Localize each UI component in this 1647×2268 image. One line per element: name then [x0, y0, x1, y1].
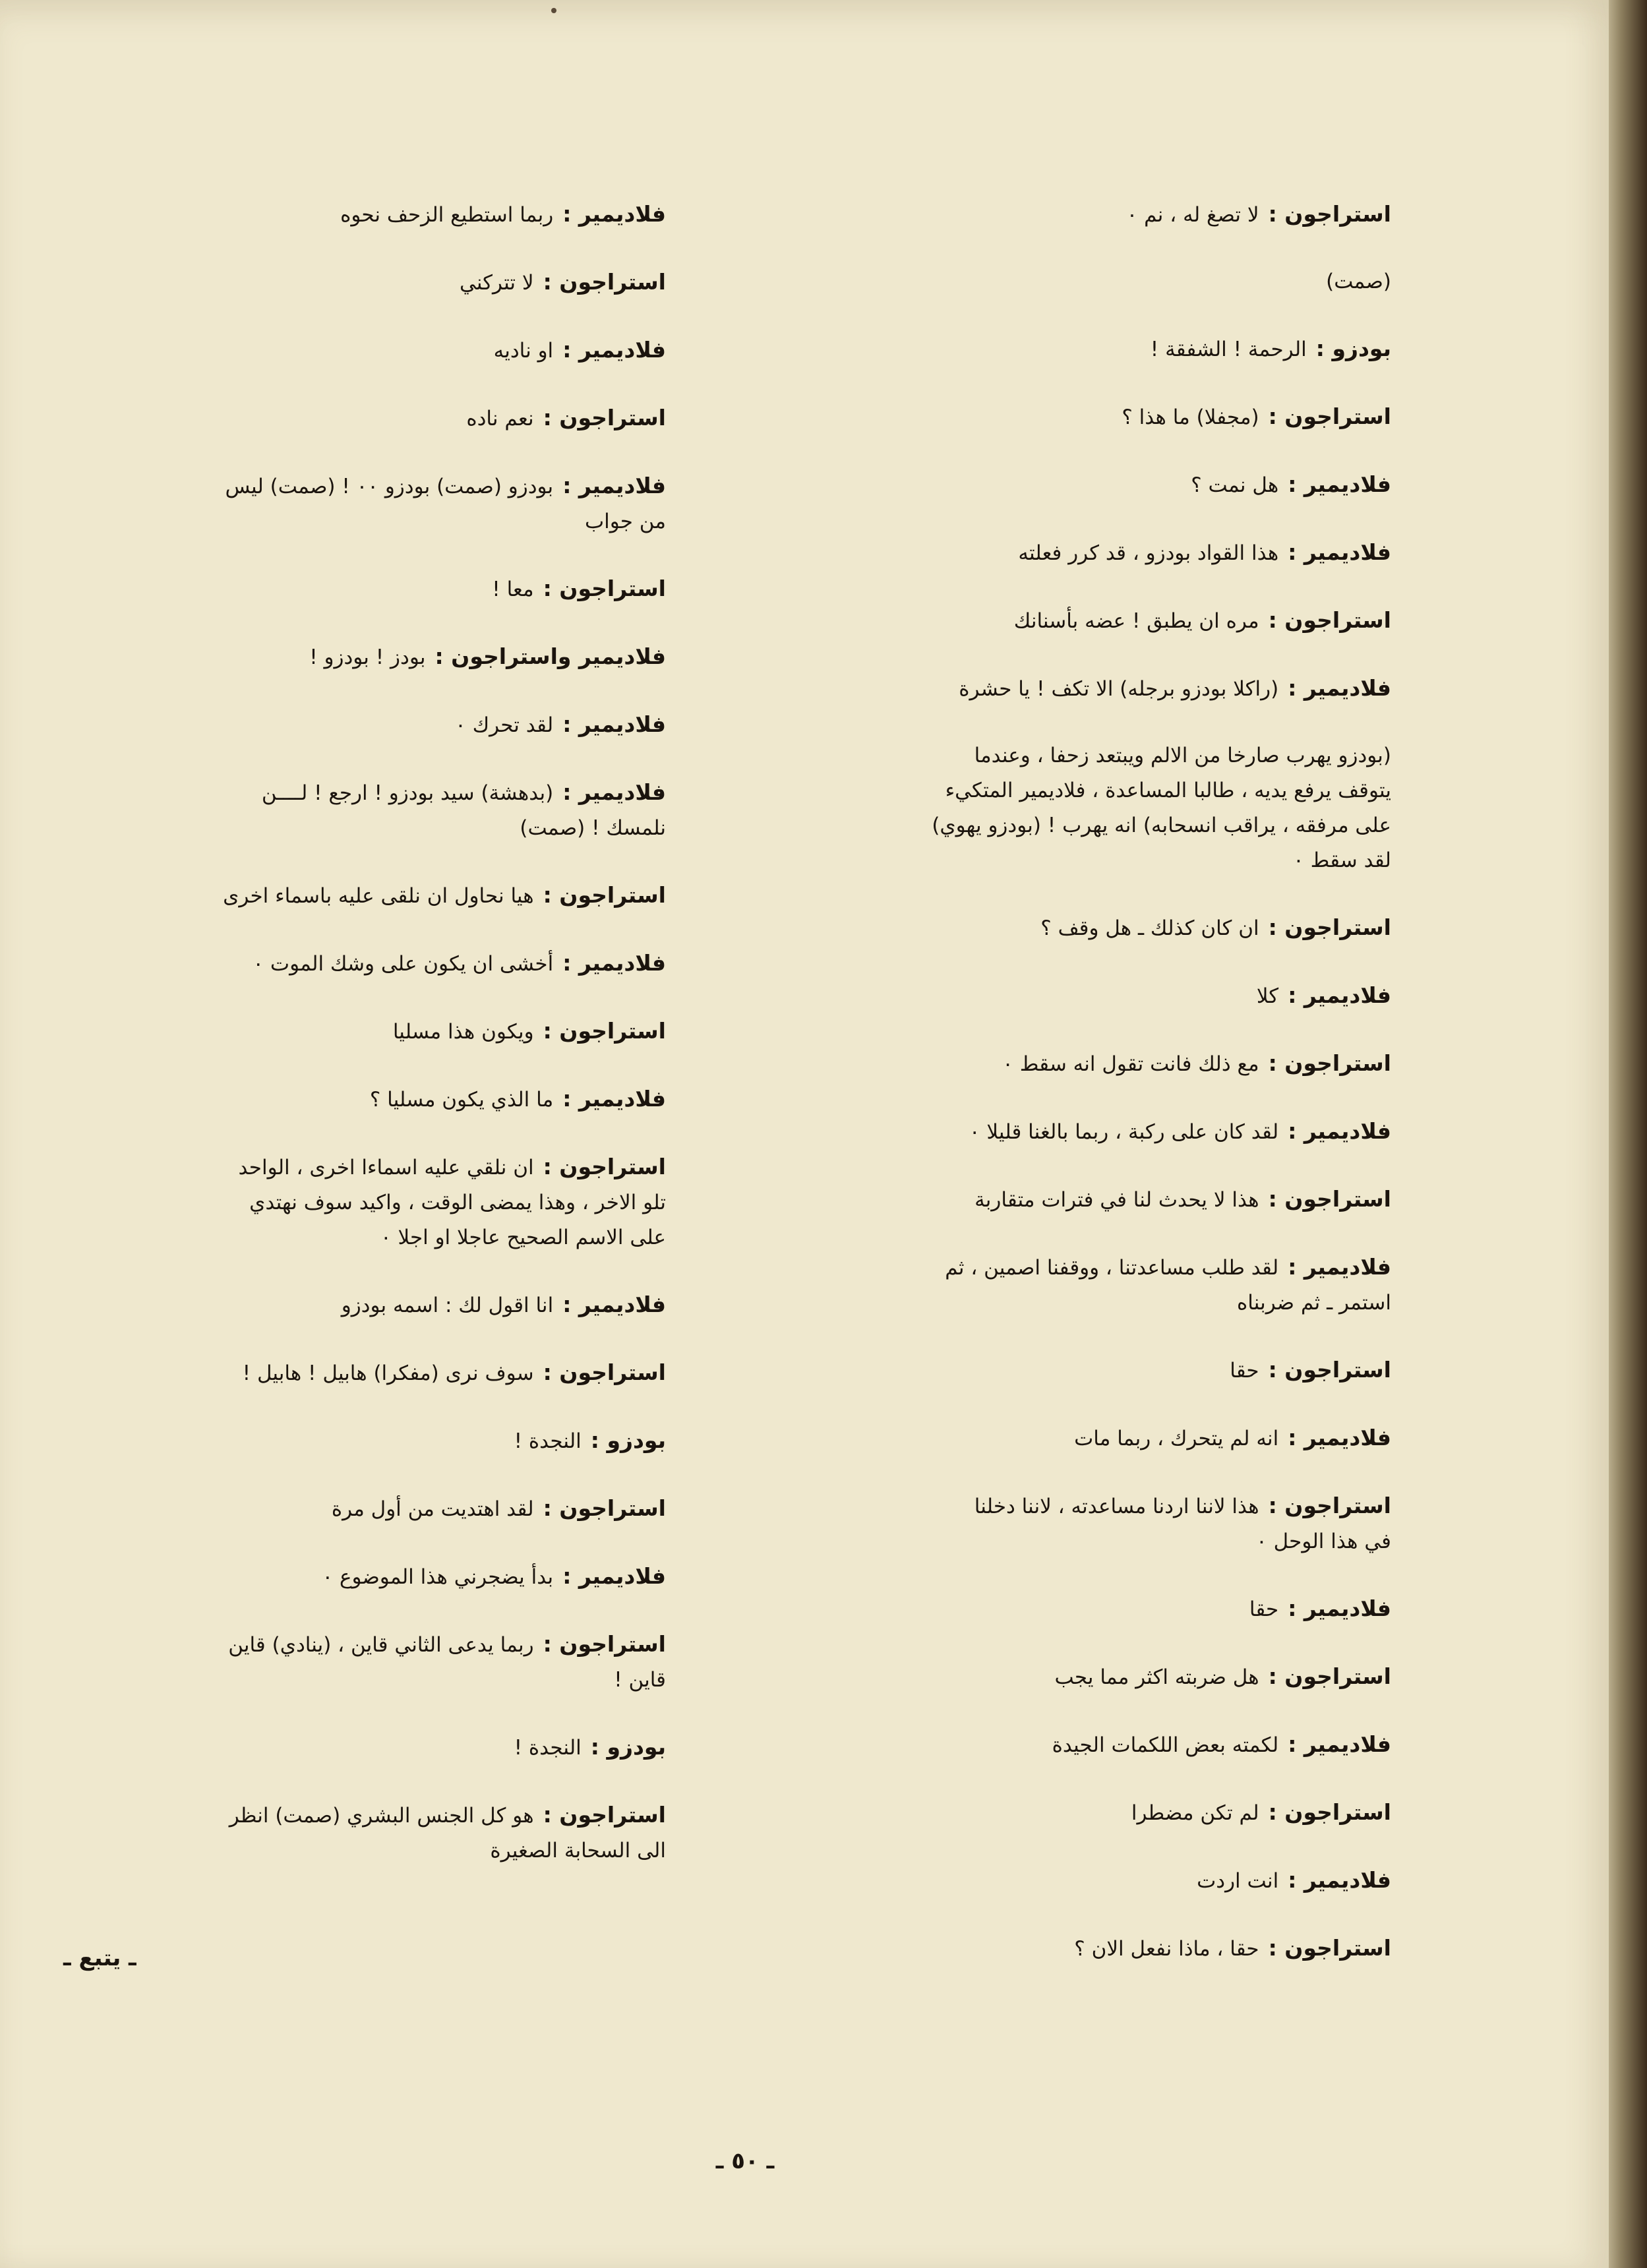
dialogue-text: لا تتركني [460, 271, 534, 295]
speaker-name: فلاديمير : [1288, 675, 1391, 701]
speaker-name: فلاديمير : [1288, 1596, 1391, 1621]
dialogue-line [775, 535, 1391, 571]
dialogue-text: على الاسم الصحيح عاجلا او اجلا ٠ [380, 1226, 666, 1249]
dialogue-text: نلمسك ! (صمت) [520, 816, 666, 840]
dialogue-text: انه لم يتحرك ، ربما مات [1074, 1427, 1279, 1450]
dialogue-line [59, 400, 666, 436]
speaker-name: استراجون : [1268, 1050, 1391, 1076]
speaker-name: بودزو : [590, 1427, 666, 1453]
dialogue-text: ما الذي يكون مسليا ؟ [369, 1088, 554, 1112]
dialogue-line [775, 1659, 1391, 1695]
dialogue-line [775, 264, 1391, 299]
dialogue-line [775, 1420, 1391, 1456]
speaker-name: فلاديمير : [562, 1292, 666, 1317]
speaker-name: استراجون : [543, 882, 666, 908]
dialogue-text: سوف نرى (مفكرا) هابيل ! هابيل ! [242, 1361, 534, 1385]
speaker-name: فلاديمير : [1288, 471, 1391, 497]
dialogue-line [59, 945, 666, 982]
dialogue-line [59, 1626, 666, 1663]
dialogue-line [59, 878, 666, 914]
dialogue-line [59, 468, 666, 504]
dialogue-line [59, 775, 666, 811]
dialogue-text: النجدة ! [514, 1736, 582, 1760]
dialogue-text: بودزو (صمت) بودزو ٠٠ ! (صمت) ليس [225, 475, 554, 498]
dialogue-text: هذا القواد بودزو ، قد كرر فعلته [1018, 541, 1279, 565]
page-edge [1609, 0, 1647, 2268]
dialogue-text: كلا [1256, 984, 1279, 1008]
dialogue-text: (راكلا بودزو برجله) الا تكف ! يا حشرة [959, 677, 1279, 701]
dialogue-text: الرحمة ! الشفقة ! [1150, 338, 1307, 361]
dialogue-line [59, 1797, 666, 1834]
dialogue-line [775, 603, 1391, 639]
speaker-name: فلاديمير : [1288, 539, 1391, 565]
speaker-name: استراجون : [543, 1495, 666, 1521]
dialogue-text: حقا ، ماذا نفعل الان ؟ [1074, 1937, 1259, 1961]
dialogue-line [775, 978, 1391, 1014]
speaker-name: استراجون : [543, 576, 666, 601]
dialogue-line [59, 1663, 666, 1698]
dialogue-line [775, 1114, 1391, 1150]
dialogue-line [59, 707, 666, 743]
speaker-name: فلاديمير : [562, 201, 666, 227]
dialogue-line [59, 1729, 666, 1766]
dialogue-line [59, 1081, 666, 1118]
dialogue-text: انا اقول لك : اسمه بودزو [341, 1294, 554, 1317]
dialogue-text: لكمته بعض اللكمات الجيدة [1052, 1733, 1279, 1757]
speaker-name: فلاديمير : [562, 779, 666, 805]
right-column [775, 196, 1391, 1967]
speaker-name: استراجون : [1268, 403, 1391, 429]
dialogue-text: (بودزو يهرب صارخا من الالم ويبتعد زحفا ، وعندما [974, 744, 1391, 767]
dialogue-line [59, 1559, 666, 1595]
dialogue-text: ان نلقي عليه اسماءا اخرى ، الواحد [238, 1156, 534, 1179]
dialogue-line [775, 1249, 1391, 1286]
speaker-name: استراجون : [543, 269, 666, 295]
dialogue-text: من جواب [584, 510, 666, 533]
dialogue-text: بدأ يضجرني هذا الموضوع ٠ [322, 1565, 554, 1589]
dialogue-text: نعم ناده [466, 407, 534, 431]
dialogue-line [59, 1491, 666, 1527]
to-be-continued: ـ يتبع ـ [63, 1945, 136, 1971]
speaker-name: استراجون : [543, 1359, 666, 1385]
dialogue-line [59, 504, 666, 539]
dialogue-text: في هذا الوحل ٠ [1256, 1530, 1391, 1553]
dialogue-text: لم تكن مضطرا [1131, 1801, 1259, 1825]
speaker-name: فلاديمير : [562, 1563, 666, 1589]
dialogue-line [775, 671, 1391, 707]
dialogue-line [775, 910, 1391, 946]
speaker-name: فلاديمير : [562, 711, 666, 737]
dialogue-text: حقا [1230, 1359, 1259, 1383]
dialogue-text: هل ضربته اكثر مما يجب [1054, 1665, 1259, 1689]
dialogue-text: لقد سقط ٠ [1293, 849, 1391, 872]
dialogue-text: ان كان كذلك ـ هل وقف ؟ [1040, 916, 1259, 940]
dialogue-line [775, 331, 1391, 367]
dialogue-text: معا ! [492, 578, 534, 601]
dialogue-line [775, 1863, 1391, 1899]
dialogue-line [59, 639, 666, 675]
dialogue-text: ربما استطيع الزحف نحوه [340, 203, 554, 227]
dialogue-text: قاين ! [614, 1668, 666, 1692]
dialogue-text: (صمت) [1326, 270, 1391, 293]
dialogue-text: تلو الاخر ، وهذا يمضى الوقت ، واكيد سوف نهتدي [249, 1191, 666, 1214]
speaker-name: فلاديمير : [562, 473, 666, 498]
page-number: ـ ٥٠ ـ [715, 2148, 775, 2174]
dialogue-text: بودز ! بودزو ! [309, 645, 426, 669]
dialogue-text: (بدهشة) سيد بودزو ! ارجع ! لــــن [261, 781, 554, 805]
speaker-name: استراجون : [543, 1802, 666, 1828]
speaker-name: استراجون : [543, 1018, 666, 1044]
paper-speck [551, 8, 556, 13]
dialogue-text: لا تصغ له ، نم ٠ [1126, 203, 1259, 227]
dialogue-line [775, 399, 1391, 435]
dialogue-text: ويكون هذا مسليا [392, 1020, 534, 1044]
speaker-name: استراجون : [1268, 1357, 1391, 1383]
dialogue-text: لقد اهتديت من أول مرة [331, 1497, 534, 1521]
dialogue-text: هو كل الجنس البشري (صمت) انظر [229, 1804, 534, 1828]
speaker-name: استراجون : [543, 405, 666, 431]
dialogue-line [775, 196, 1391, 233]
dialogue-line [59, 1287, 666, 1323]
speaker-name: استراجون : [1268, 1935, 1391, 1961]
speaker-name: فلاديمير : [1288, 1254, 1391, 1280]
speaker-name: فلاديمير : [562, 337, 666, 363]
dialogue-text: مره ان يطبق ! عضه بأسنانك [1013, 609, 1259, 633]
dialogue-text: لقد كان على ركبة ، ربما بالغنا قليلا ٠ [969, 1120, 1279, 1144]
speaker-name: فلاديمير : [1288, 1425, 1391, 1450]
speaker-name: فلاديمير : [562, 950, 666, 976]
dialogue-text: يتوقف يرفع يديه ، طالبا المساعدة ، فلاديمير المتكيء [945, 779, 1391, 802]
dialogue-line [59, 1013, 666, 1050]
speaker-name: استراجون : [1268, 914, 1391, 940]
dialogue-text: انت اردت [1197, 1869, 1279, 1893]
dialogue-line [775, 1524, 1391, 1559]
dialogue-line [59, 196, 666, 233]
speaker-name: فلاديمير : [562, 1086, 666, 1112]
dialogue-line [775, 1591, 1391, 1627]
dialogue-line [775, 1795, 1391, 1831]
dialogue-text: هذا لاننا اردنا مساعدته ، لاننا دخلنا [974, 1495, 1259, 1518]
speaker-name: فلاديمير : [1288, 1731, 1391, 1757]
dialogue-line [775, 773, 1391, 808]
speaker-name: استراجون : [1268, 607, 1391, 633]
left-column [59, 196, 666, 1868]
speaker-name: فلاديمير : [1288, 982, 1391, 1008]
dialogue-line [775, 1046, 1391, 1082]
dialogue-line [59, 332, 666, 369]
dialogue-line [775, 808, 1391, 843]
speaker-name: استراجون : [1268, 201, 1391, 227]
dialogue-text: مع ذلك فانت تقول انه سقط ٠ [1002, 1052, 1259, 1076]
dialogue-text: هذا لا يحدث لنا في فترات متقاربة [974, 1188, 1259, 1212]
speaker-name: فلاديمير : [1288, 1867, 1391, 1893]
dialogue-text: لقد تحرك ٠ [455, 713, 554, 737]
dialogue-text: هل نمت ؟ [1191, 473, 1279, 497]
dialogue-line [775, 1352, 1391, 1388]
dialogue-line [775, 1286, 1391, 1321]
dialogue-line [59, 811, 666, 846]
dialogue-line [59, 1423, 666, 1459]
dialogue-text: لقد طلب مساعدتنا ، ووقفنا اصمين ، ثم [945, 1256, 1279, 1280]
speaker-name: استراجون : [543, 1154, 666, 1179]
dialogue-text: (مجفلا) ما هذا ؟ [1122, 405, 1259, 429]
speaker-name: استراجون : [1268, 1663, 1391, 1689]
speaker-name: بودزو : [590, 1734, 666, 1760]
dialogue-line [775, 1930, 1391, 1967]
speaker-name: استراجون : [543, 1631, 666, 1657]
speaker-name: استراجون : [1268, 1799, 1391, 1825]
dialogue-line [59, 264, 666, 301]
dialogue-line [59, 1185, 666, 1220]
dialogue-text: استمر ـ ثم ضربناه [1237, 1291, 1391, 1315]
dialogue-line [59, 1834, 666, 1868]
dialogue-line [775, 1488, 1391, 1524]
dialogue-text: ربما يدعى الثاني قاين ، (ينادي) قاين [228, 1633, 534, 1657]
dialogue-text: النجدة ! [514, 1429, 582, 1453]
dialogue-text: هيا نحاول ان نلقى عليه باسماء اخرى [223, 884, 534, 908]
dialogue-text: حقا [1249, 1597, 1279, 1621]
dialogue-text: أخشى ان يكون على وشك الموت ٠ [253, 952, 554, 976]
dialogue-line [775, 467, 1391, 503]
dialogue-text: على مرفقه ، يراقب انسحابه) انه يهرب ! (بودزو يهوي) [932, 814, 1391, 837]
speaker-name: بودزو : [1315, 336, 1391, 361]
dialogue-line [775, 843, 1391, 878]
dialogue-line [59, 1355, 666, 1391]
dialogue-line [59, 1220, 666, 1255]
speaker-name: فلاديمير : [1288, 1118, 1391, 1144]
speaker-name: فلاديمير واستراجون : [434, 643, 666, 669]
dialogue-line [59, 1149, 666, 1185]
speaker-name: استراجون : [1268, 1493, 1391, 1518]
dialogue-line [59, 571, 666, 607]
dialogue-line [775, 1181, 1391, 1218]
dialogue-text: الى السحابة الصغيرة [490, 1839, 666, 1863]
dialogue-text: او ناديه [493, 339, 554, 363]
dialogue-line [775, 738, 1391, 773]
dialogue-line [775, 1727, 1391, 1763]
speaker-name: استراجون : [1268, 1186, 1391, 1212]
